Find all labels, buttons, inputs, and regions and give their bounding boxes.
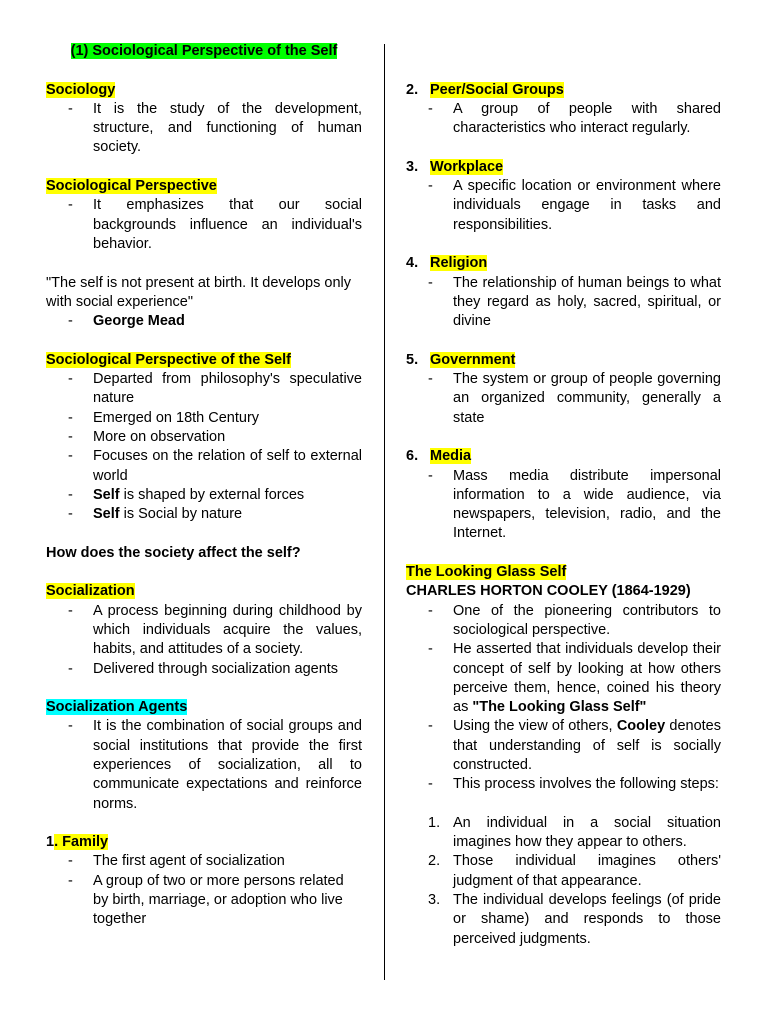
list-item: - Self is shaped by external forces (46, 486, 362, 505)
sociology-list (46, 100, 362, 158)
step-item: 1. An individual in a social situation imagines how they appear to others. (428, 814, 721, 851)
socialization-heading: Socialization (46, 583, 135, 600)
quote-author-list (46, 312, 362, 331)
workplace-heading: 3. Workplace (406, 158, 504, 175)
socialization-agents-heading: Socialization Agents (46, 699, 188, 716)
list-item: - The system or group of people governing an organized community, generally a state (406, 370, 721, 428)
list-item: - Delivered through socialization agents (46, 660, 362, 679)
religion-heading: 4. Religion (406, 255, 488, 272)
list-item: - He asserted that individuals develop their concept of self by looking at how others perceive them, hence, coined his theory as "The Looking Glass Self" (406, 640, 721, 717)
list-item: - The first agent of socialization (46, 852, 362, 871)
list-item: - More on observation (46, 428, 362, 447)
list-item: - Mass media distribute impersonal information to a wide audience, via newspapers, television, radio, and the Internet. (406, 467, 721, 544)
mead-quote: "The self is not present at birth. It develops only with social experience" (46, 274, 351, 310)
workplace-list (406, 177, 721, 235)
sociological-perspective-heading: Sociological Perspective (46, 178, 217, 195)
list-item: - The relationship of human beings to what they regard as holy, sacred, spiritual, or divine (406, 274, 721, 332)
perspective-of-self-heading: Sociological Perspective of the Self (46, 351, 291, 368)
sociology-heading: Sociology (46, 81, 116, 98)
list-item: - Departed from philosophy's speculative nature (46, 370, 362, 409)
right-column (406, 42, 721, 949)
list-item: - It emphasizes that our social backgrounds influence an individual's behavior. (46, 196, 362, 254)
cooley-subheading: CHARLES HORTON COOLEY (1864-1929) (406, 583, 691, 600)
peer-heading: 2. Peer/Social Groups (406, 81, 564, 98)
socialization-list (46, 602, 362, 679)
media-list (406, 467, 721, 544)
list-item: - It is the combination of social groups and social institutions that provide the first experiences of socialization, all to communicate expectations and reinforce norms. (46, 717, 362, 813)
looking-glass-heading: The Looking Glass Self (406, 564, 567, 581)
religion-list (406, 274, 721, 332)
column-divider (384, 44, 385, 980)
list-item: - This process involves the following steps: (406, 775, 721, 794)
list-item: - A process beginning during childhood by which individuals acquire the values, habits, and attitudes of a society. (46, 602, 362, 660)
list-item: - Using the view of others, Cooley denotes that understanding of self is socially constructed. (406, 717, 721, 775)
media-heading: 6. Media (406, 448, 472, 465)
left-column (46, 42, 362, 930)
quote-author: - George Mead (46, 312, 362, 331)
list-item: - A group of two or more persons related by birth, marriage, or adoption who live together (46, 872, 362, 930)
step-item: 2. Those individual imagines others' judgment of that appearance. (428, 853, 721, 889)
looking-glass-list (406, 602, 721, 795)
government-list (406, 370, 721, 428)
list-item: - It is the study of the development, structure, and functioning of human society. (46, 100, 362, 158)
peer-list (406, 100, 721, 139)
family-heading: 1. Family (46, 834, 109, 851)
step-item: 3. The individual develops feelings (of pride or shame) and responds to those perceived judgments. (428, 892, 721, 947)
page-title: (1) Sociological Perspective of the Self (70, 43, 338, 59)
family-list (46, 852, 362, 929)
government-heading: 5. Government (406, 351, 516, 368)
list-item: - A specific location or environment where individuals engage in tasks and responsibilities. (406, 177, 721, 235)
list-item: - Self is Social by nature (46, 505, 362, 524)
sociological-perspective-list (46, 196, 362, 254)
list-item: - One of the pioneering contributors to sociological perspective. (406, 602, 721, 641)
list-item: - Emerged on 18th Century (46, 409, 362, 428)
list-item: - Focuses on the relation of self to external world (46, 447, 362, 486)
looking-glass-steps (406, 814, 721, 949)
perspective-of-self-list (46, 370, 362, 524)
socialization-agents-list (46, 717, 362, 813)
question-heading: How does the society affect the self? (46, 544, 301, 561)
list-item: - A group of people with shared characteristics who interact regularly. (406, 100, 721, 139)
